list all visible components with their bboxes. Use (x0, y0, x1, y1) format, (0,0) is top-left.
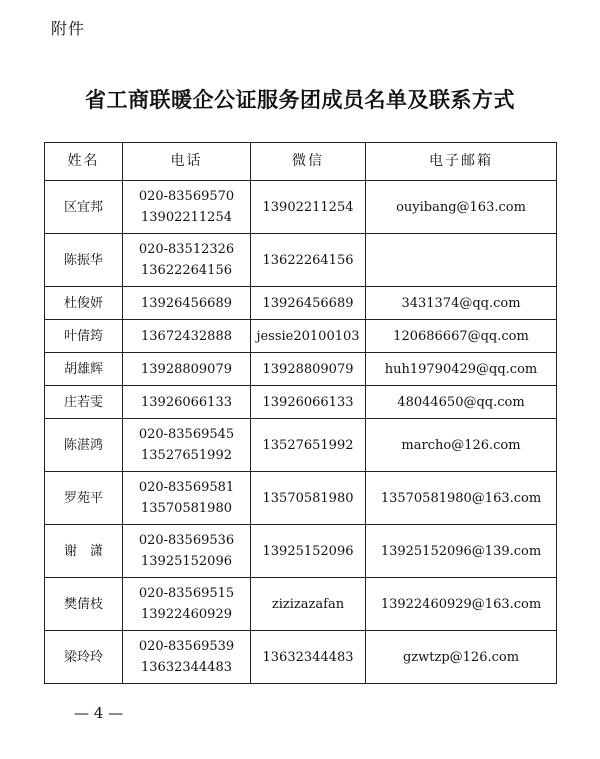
wechat-cell: zizizazafan (251, 578, 366, 631)
wechat-cell: 13926066133 (251, 386, 366, 419)
wechat-cell: 13527651992 (251, 419, 366, 472)
phone-cell (123, 386, 251, 419)
page-number: — 4 — (74, 704, 124, 722)
member-name-cell: 樊倩枝 (45, 578, 123, 631)
table-row (45, 525, 557, 578)
table-row (45, 320, 557, 353)
email-cell (366, 234, 557, 287)
column-header-name: 姓名 (45, 143, 123, 181)
wechat-cell: 13925152096 (251, 525, 366, 578)
phone-number: 020-83569539 (138, 639, 235, 654)
table-header-row (45, 143, 557, 181)
email-cell: 120686667@qq.com (366, 320, 557, 353)
phone-number: 13928809079 (141, 361, 232, 377)
email-cell: 48044650@qq.com (366, 386, 557, 419)
member-name-cell: 陈振华 (45, 234, 123, 287)
wechat-cell: jessie20100103 (251, 320, 366, 353)
phone-number: 13922460929 (141, 607, 232, 622)
wechat-cell: 13928809079 (251, 353, 366, 386)
phone-number: 13672432888 (141, 328, 232, 344)
table-row (45, 578, 557, 631)
phone-number: 13926456689 (141, 295, 232, 311)
member-name-cell: 叶倩筠 (45, 320, 123, 353)
email-cell: 13925152096@139.com (366, 525, 557, 578)
member-name-cell: 胡雄辉 (45, 353, 123, 386)
phone-number: 13570581980 (141, 501, 232, 516)
member-name-cell: 庄若雯 (45, 386, 123, 419)
phone-cell (123, 631, 251, 684)
wechat-cell: 13926456689 (251, 287, 366, 320)
phone-number: 020-83569536 (138, 533, 235, 548)
column-header-phone: 电话 (123, 143, 251, 181)
phone-number: 020-83569545 (138, 427, 235, 442)
phone-cell (123, 234, 251, 287)
phone-cell (123, 578, 251, 631)
member-name-cell: 区宜邦 (45, 181, 123, 234)
table-row (45, 631, 557, 684)
wechat-cell: 13622264156 (251, 234, 366, 287)
phone-number: 13902211254 (141, 210, 232, 225)
member-name-cell: 杜俊妍 (45, 287, 123, 320)
member-name-cell: 梁玲玲 (45, 631, 123, 684)
phone-cell (123, 419, 251, 472)
email-cell: 13922460929@163.com (366, 578, 557, 631)
phone-cell (123, 472, 251, 525)
phone-cell (123, 287, 251, 320)
email-cell: gzwtzp@126.com (366, 631, 557, 684)
table-row (45, 234, 557, 287)
phone-number: 13527651992 (141, 448, 232, 463)
table-row (45, 419, 557, 472)
phone-cell (123, 353, 251, 386)
column-header-email: 电子邮箱 (366, 143, 557, 181)
phone-number: 020-83569570 (138, 189, 235, 204)
column-header-wechat: 微信 (251, 143, 366, 181)
phone-number: 13632344483 (141, 660, 232, 675)
table-row (45, 287, 557, 320)
email-cell: huh19790429@qq.com (366, 353, 557, 386)
phone-number: 13926066133 (141, 394, 232, 410)
phone-number: 13622264156 (141, 263, 232, 278)
phone-number: 13925152096 (141, 554, 232, 569)
wechat-cell: 13902211254 (251, 181, 366, 234)
table-body (45, 181, 557, 684)
phone-cell (123, 525, 251, 578)
email-cell: 13570581980@163.com (366, 472, 557, 525)
phone-number: 020-83569581 (138, 480, 235, 495)
phone-number: 020-83569515 (138, 586, 235, 601)
table-row (45, 472, 557, 525)
wechat-cell: 13632344483 (251, 631, 366, 684)
document-title: 省工商联暖企公证服务团成员名单及联系方式 (85, 88, 515, 112)
member-roster-table (44, 142, 557, 684)
email-cell: marcho@126.com (366, 419, 557, 472)
attachment-label: 附件 (51, 19, 86, 38)
phone-cell (123, 181, 251, 234)
wechat-cell: 13570581980 (251, 472, 366, 525)
email-cell: 3431374@qq.com (366, 287, 557, 320)
member-name-cell: 谢 潇 (45, 525, 123, 578)
table-row (45, 181, 557, 234)
member-name-cell: 陈湛鸿 (45, 419, 123, 472)
member-name-cell: 罗苑平 (45, 472, 123, 525)
email-cell: ouyibang@163.com (366, 181, 557, 234)
table-row (45, 386, 557, 419)
phone-cell (123, 320, 251, 353)
phone-number: 020-83512326 (138, 242, 235, 257)
table-row (45, 353, 557, 386)
